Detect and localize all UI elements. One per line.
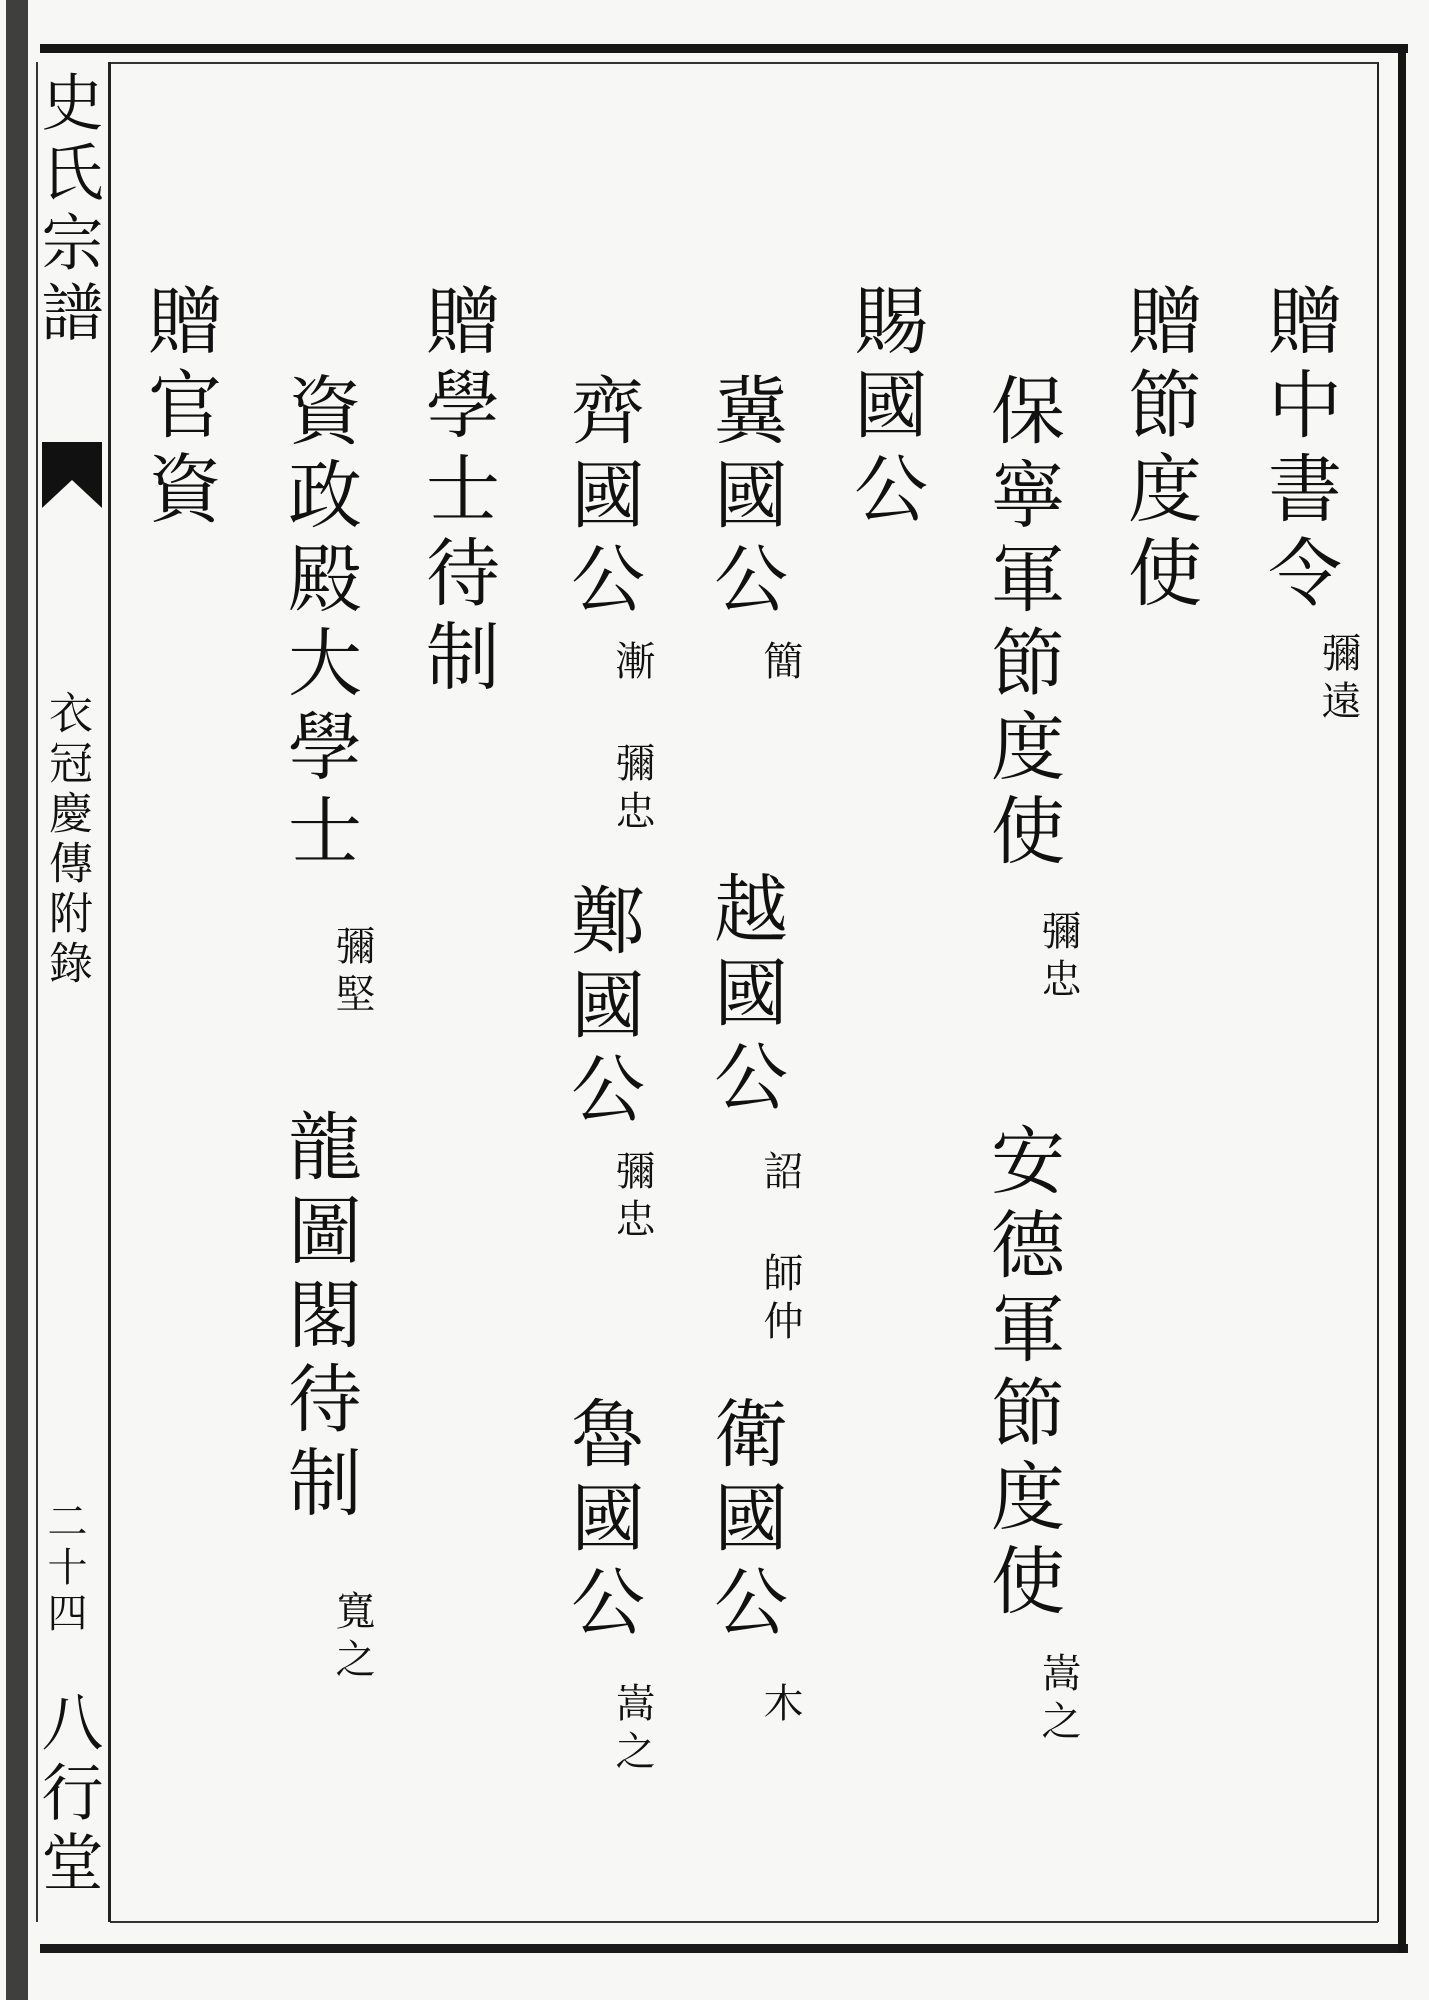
column-15: 贈官資 — [136, 282, 222, 534]
column-8: 衛國公 — [702, 1395, 788, 1647]
column-6-note: 簡 — [757, 640, 803, 688]
column-3-note: 彌忠 — [1035, 910, 1081, 1006]
page-spine-edge — [6, 0, 28, 2000]
column-7-note: 詔 師仲 — [757, 1150, 803, 1348]
column-6: 冀國公 — [702, 372, 788, 624]
column-11: 魯國公 — [559, 1395, 645, 1647]
frame-right-border — [1398, 44, 1406, 1953]
column-1-note: 彌遠 — [1315, 632, 1361, 728]
column-2: 贈節度使 — [1116, 282, 1202, 618]
column-7: 越國公 — [702, 870, 788, 1122]
section-title: 衣冠慶傳附錄 — [41, 690, 92, 990]
column-14: 龍圖閣待制 — [276, 1108, 362, 1528]
column-9-note: 漸 彌忠 — [609, 640, 655, 838]
column-8-note: 木 — [757, 1682, 803, 1730]
inner-top-rule — [110, 62, 1378, 64]
column-13-note: 彌堅 — [329, 925, 375, 1021]
column-10-note: 彌忠 — [609, 1150, 655, 1246]
margin-rule — [108, 62, 111, 1922]
book-title: 史氏宗譜 — [31, 70, 104, 350]
column-1: 贈中書令 — [1256, 282, 1342, 618]
fishtail-mark-icon — [40, 440, 104, 510]
page-number: 二十四 — [41, 1500, 87, 1638]
column-13: 資政殿大學士 — [276, 372, 362, 876]
column-5: 賜國公 — [842, 282, 928, 534]
column-4-note: 嵩之 — [1035, 1652, 1081, 1748]
inner-bottom-rule — [110, 1921, 1378, 1923]
inner-right-rule — [1377, 62, 1379, 1922]
column-9: 齊國公 — [559, 372, 645, 624]
column-3: 保寧軍節度使 — [979, 372, 1065, 876]
column-4: 安德軍節度使 — [979, 1122, 1065, 1626]
column-11-note: 嵩之 — [609, 1682, 655, 1778]
column-14-note: 寬之 — [329, 1590, 375, 1686]
frame-top-border — [40, 44, 1408, 53]
column-12: 贈學士待制 — [414, 282, 500, 702]
frame-bottom-border — [40, 1944, 1408, 1953]
hall-name: 八行堂 — [31, 1690, 104, 1900]
column-10: 鄭國公 — [559, 882, 645, 1134]
